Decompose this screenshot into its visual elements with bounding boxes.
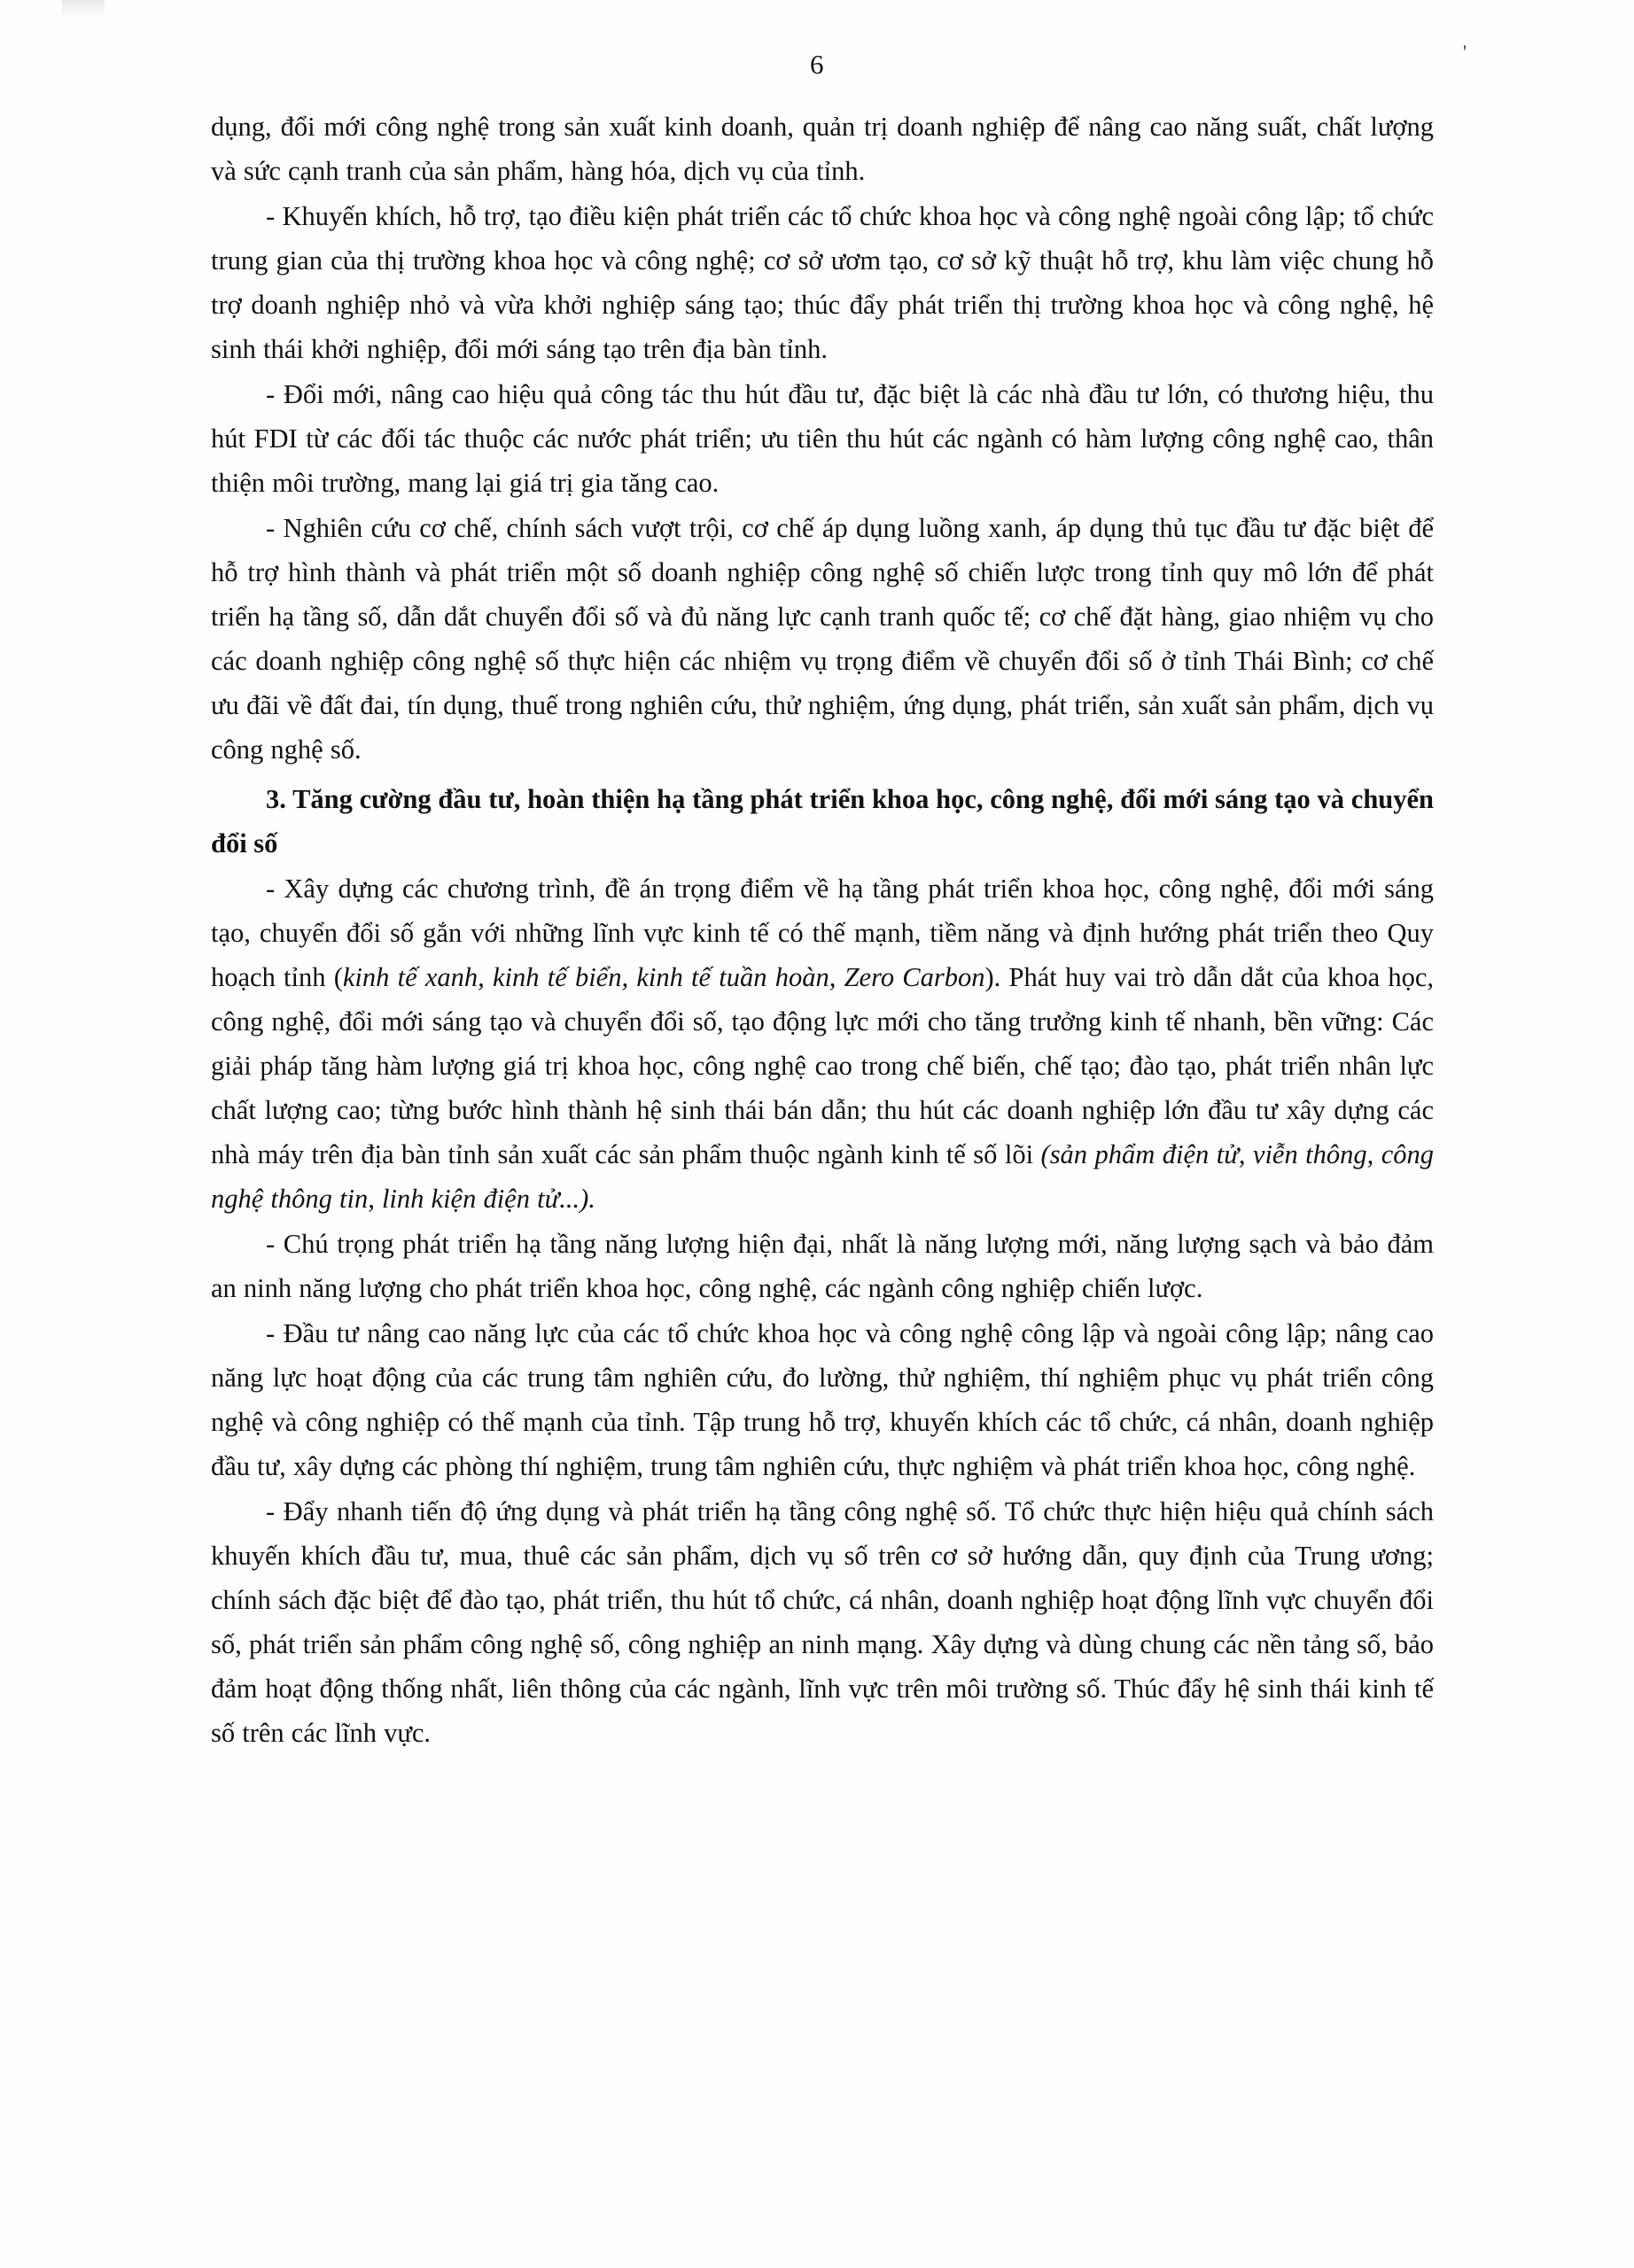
run-text: ). Phát huy vai trò dẫn dắt của khoa học, công nghệ, đổi mới sáng tạo và chuyển đổi số, tạo động lực mới cho tăng trưởng kinh tế nhanh, bền vững: Các giải pháp tăng hàm lượng giá trị khoa học, công nghệ cao trong chế biến, chế tạo; đào tạo, phát triển nhân lực chất lượng cao; từng bước hình thành hệ sinh thái bán dẫn; thu hút các doanh nghiệp lớn đầu tư xây dựng các nhà máy trên địa bàn tỉnh sản xuất các sản phẩm thuộc ngành kinh tế số lõi: [211, 962, 1434, 1169]
paragraph-5: [211, 866, 1434, 1221]
run-text: - Xây dựng các chương trình, đề án trọng điểm về hạ tầng phát triển khoa học, công nghệ, đổi mới sáng tạo, chuyển đổi số gắn với những lĩnh vực kinh tế có thế mạnh, tiềm năng và định hướng phát triển theo Quy hoạch tỉnh (: [211, 874, 1434, 992]
run-italic: kinh tế xanh, kinh tế biển, kinh tế tuần hoàn, Zero Carbon: [342, 962, 985, 992]
page-number: 6: [810, 49, 824, 80]
paragraph-3: - Đổi mới, nâng cao hiệu quả công tác thu hút đầu tư, đặc biệt là các nhà đầu tư lớn, có thương hiệu, thu hút FDI từ các đối tác thuộc các nước phát triển; ưu tiên thu hút các ngành có hàm lượng công nghệ cao, thân thiện môi trường, mang lại giá trị gia tăng cao.: [211, 379, 1434, 498]
run-italic: (sản phẩm điện tử, viễn thông, công nghệ thông tin, linh kiện điện tử...).: [211, 1139, 1435, 1214]
scan-artifact-corner: [62, 0, 105, 19]
paragraph-4: - Nghiên cứu cơ chế, chính sách vượt trội, cơ chế áp dụng luồng xanh, áp dụng thủ tục đầu tư đặc biệt để hỗ trợ hình thành và phát triển một số doanh nghiệp công nghệ số chiến lược trong tỉnh quy mô lớn để phát triển hạ tầng số, dẫn dắt chuyển đổi số và đủ năng lực cạnh tranh quốc tế; cơ chế đặt hàng, giao nhiệm vụ cho các doanh nghiệp công nghệ số thực hiện các nhiệm vụ trọng điểm về chuyển đổi số ở tỉnh Thái Bình; cơ chế ưu đãi về đất đai, tín dụng, thuế trong nghiên cứu, thử nghiệm, ứng dụng, phát triển, sản xuất sản phẩm, dịch vụ công nghệ số.: [211, 513, 1434, 765]
section-heading-3: 3. Tăng cường đầu tư, hoàn thiện hạ tầng phát triển khoa học, công nghệ, đổi mới sáng tạo và chuyển đổi số: [211, 784, 1434, 858]
paragraph-8: - Đẩy nhanh tiến độ ứng dụng và phát triển hạ tầng công nghệ số. Tổ chức thực hiện hiệu quả chính sách khuyến khích đầu tư, mua, thuê các sản phẩm, dịch vụ số trên cơ sở hướng dẫn, quy định của Trung ương; chính sách đặc biệt để đào tạo, phát triển, thu hút tổ chức, cá nhân, doanh nghiệp hoạt động lĩnh vực chuyển đổi số, phát triển sản phẩm công nghệ số, công nghiệp an ninh mạng. Xây dựng và dùng chung các nền tảng số, bảo đảm hoạt động thống nhất, liên thông của các ngành, lĩnh vực trên môi trường số. Thúc đẩy hệ sinh thái kinh tế số trên các lĩnh vực.: [211, 1496, 1434, 1748]
stray-pen-mark: ': [1463, 41, 1467, 63]
paragraph-6: - Chú trọng phát triển hạ tầng năng lượng hiện đại, nhất là năng lượng mới, năng lượng sạch và bảo đảm an ninh năng lượng cho phát triển khoa học, công nghệ, các ngành công nghiệp chiến lược.: [211, 1229, 1434, 1303]
paragraph-2: - Khuyến khích, hỗ trợ, tạo điều kiện phát triển các tổ chức khoa học và công nghệ ngoài công lập; tổ chức trung gian của thị trường khoa học và công nghệ; cơ sở ươm tạo, cơ sở kỹ thuật hỗ trợ, khu làm việc chung hỗ trợ doanh nghiệp nhỏ và vừa khởi nghiệp sáng tạo; thúc đẩy phát triển thị trường khoa học và công nghệ, hệ sinh thái khởi nghiệp, đổi mới sáng tạo trên địa bàn tỉnh.: [211, 201, 1434, 364]
paragraph-7: - Đầu tư nâng cao năng lực của các tổ chức khoa học và công nghệ công lập và ngoài công lập; nâng cao năng lực hoạt động của các trung tâm nghiên cứu, đo lường, thử nghiệm, thí nghiệm phục vụ phát triển công nghệ và công nghiệp có thế mạnh của tỉnh. Tập trung hỗ trợ, khuyến khích các tổ chức, cá nhân, doanh nghiệp đầu tư, xây dựng các phòng thí nghiệm, trung tâm nghiên cứu, thực nghiệm và phát triển khoa học, công nghệ.: [211, 1318, 1434, 1481]
paragraph-1: dụng, đổi mới công nghệ trong sản xuất kinh doanh, quản trị doanh nghiệp để nâng cao năng suất, chất lượng và sức cạnh tranh của sản phẩm, hàng hóa, dịch vụ của tỉnh.: [211, 112, 1434, 186]
document-body: [211, 105, 1434, 1756]
